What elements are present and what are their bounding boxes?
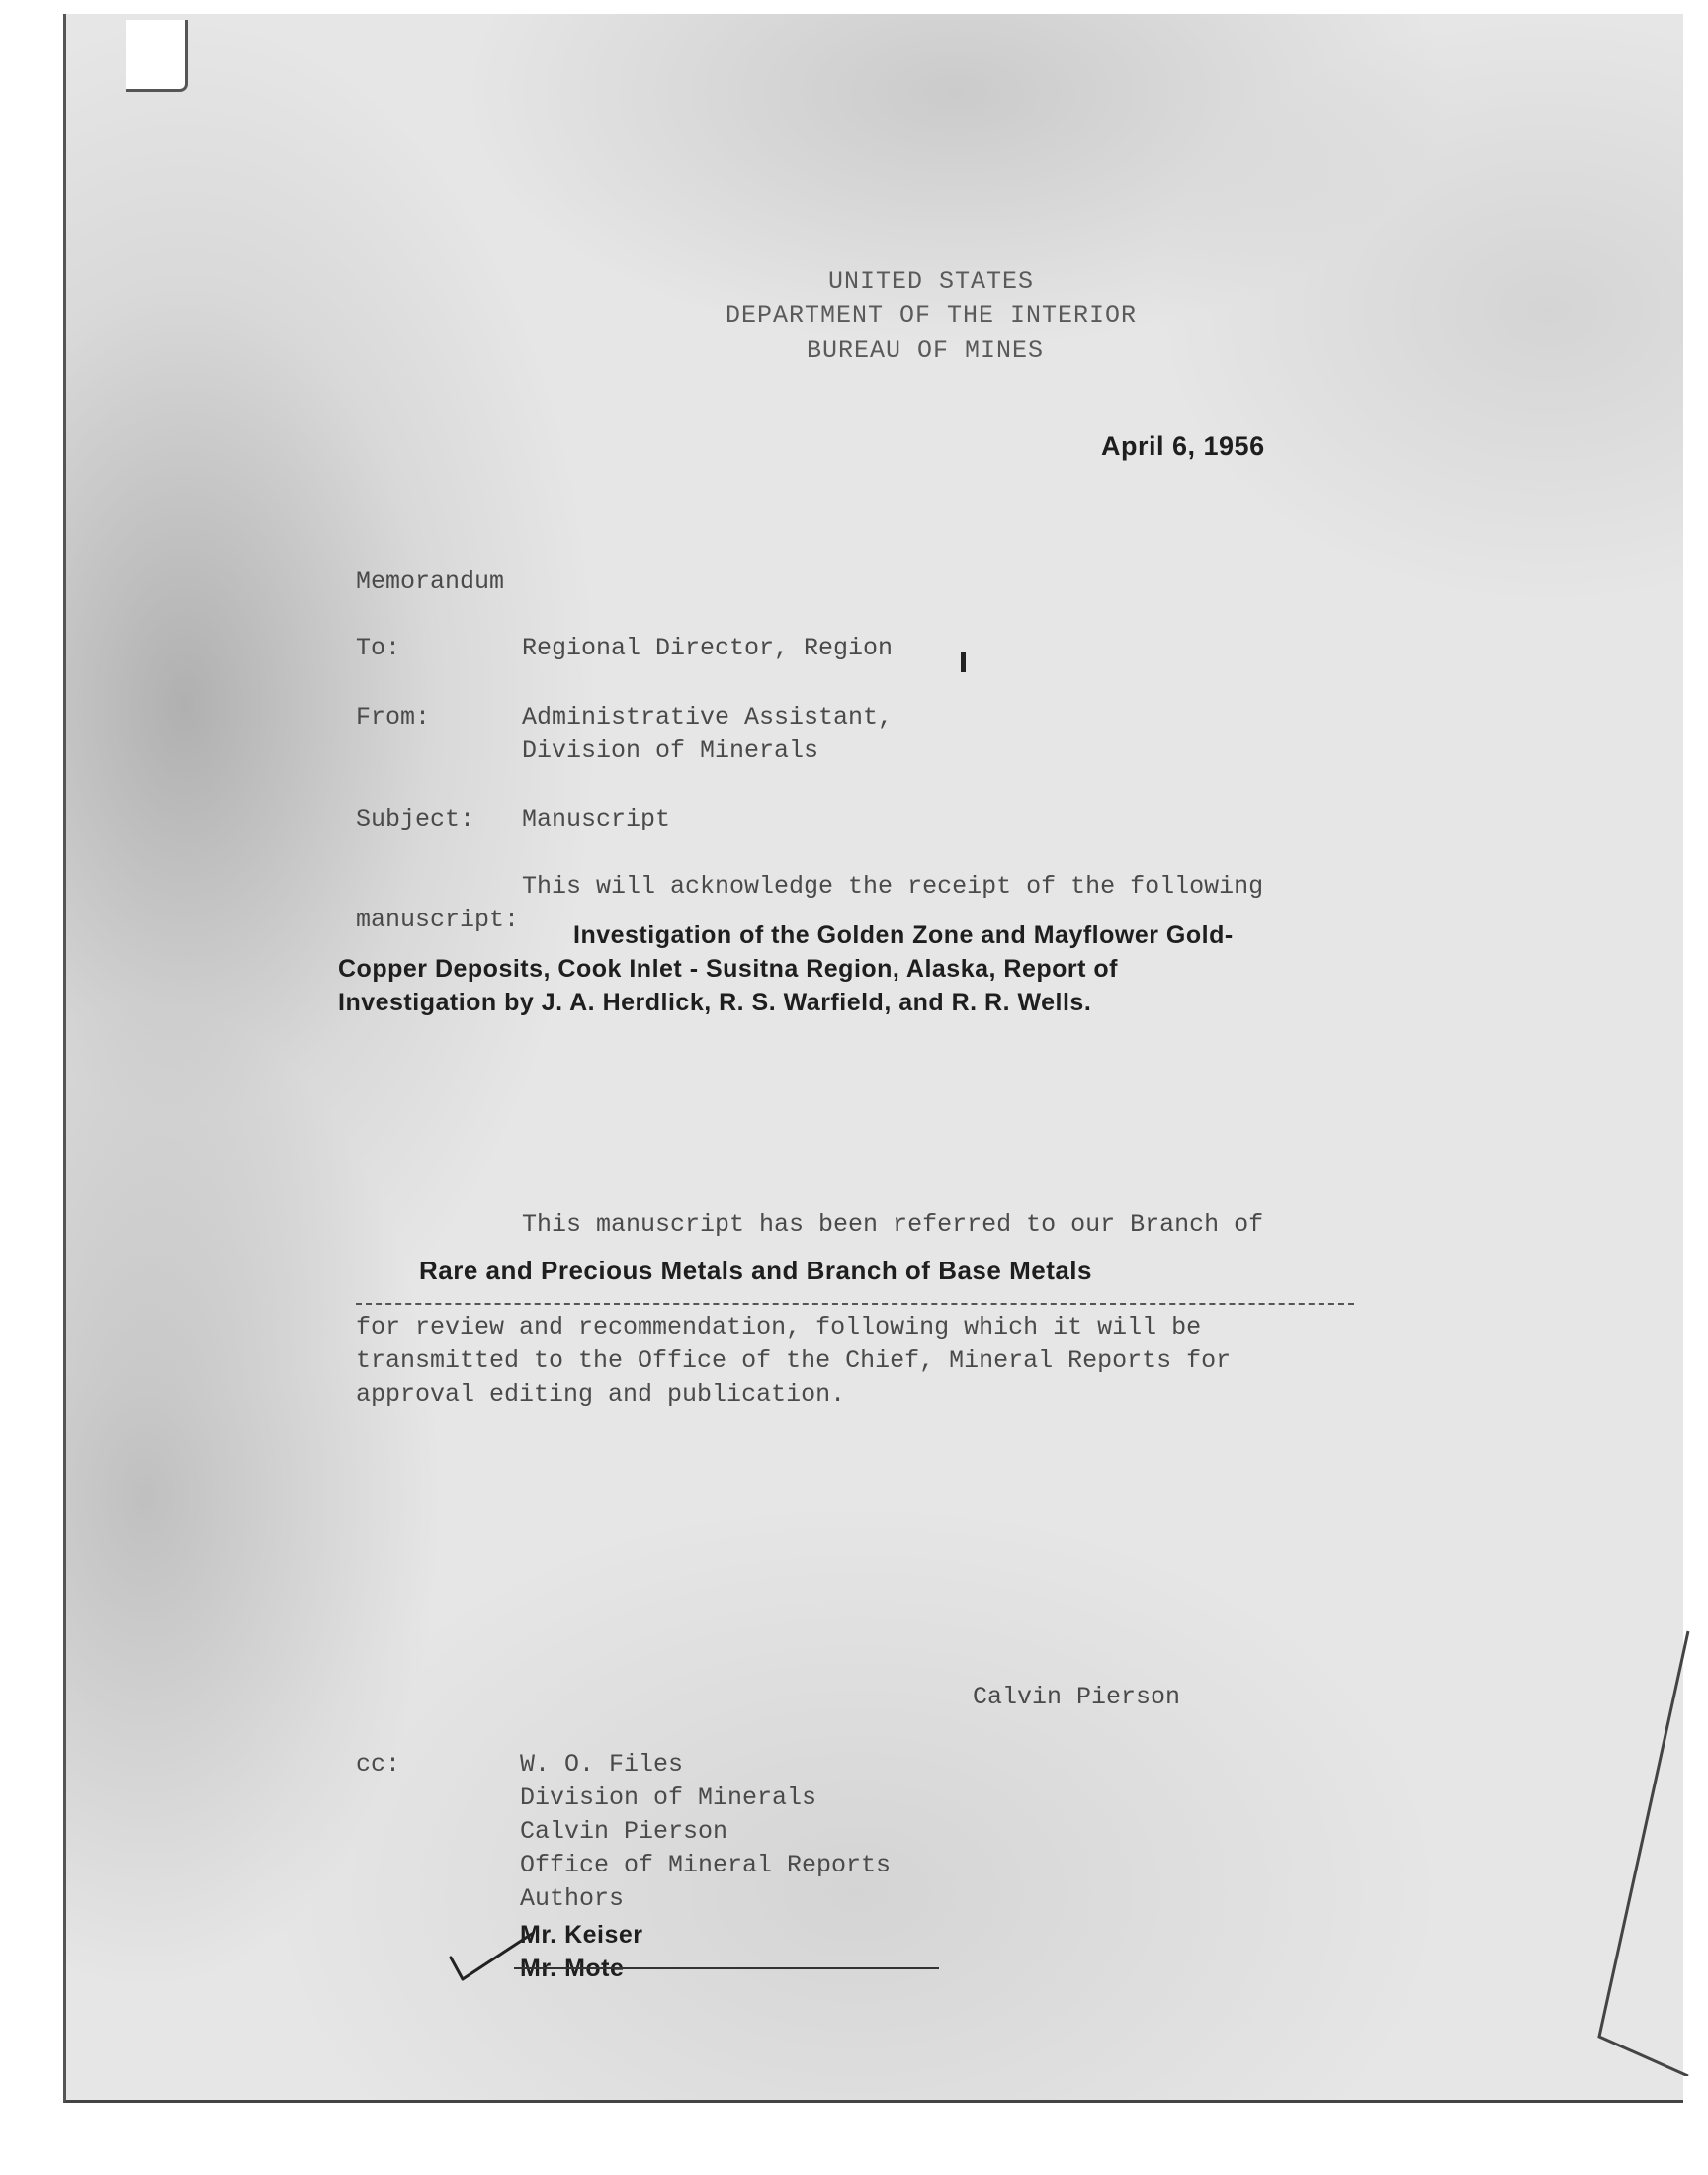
to-value: Regional Director, Region [522,634,894,662]
memo-label: Memorandum [356,567,505,596]
manuscript-title-line-3: Investigation by J. A. Herdlick, R. S. Warfield, and R. R. Wells. [338,989,1092,1016]
para2-line-3: for review and recommendation, following which it will be [356,1313,1202,1342]
pen-mark [961,652,966,672]
subject-value: Manuscript [522,805,671,833]
page-edge-icon [1560,1621,1698,2076]
subject-label: Subject: [356,805,475,833]
cc-label: cc: [356,1750,401,1779]
referral-branch: Rare and Precious Metals and Branch of Base Metals [419,1256,1092,1285]
cc-item-3: Calvin Pierson [520,1817,728,1846]
cc-item-1: W. O. Files [520,1750,684,1779]
corner-fold [126,20,188,92]
letterhead-line-1: UNITED STATES [828,267,1035,296]
signature: Calvin Pierson [973,1683,1181,1711]
cc-item-2: Division of Minerals [520,1784,817,1812]
branch-underline [356,1303,1354,1305]
memo-date: April 6, 1956 [1101,431,1265,461]
cc-extra-1: Mr. Keiser [520,1921,643,1949]
para1-line-1: This will acknowledge the receipt of the following [522,872,1264,901]
from-line-1: Administrative Assistant, [522,703,894,732]
from-label: From: [356,703,431,732]
para1-lead: manuscript: [356,906,520,934]
para2-line-1: This manuscript has been referred to our Branch of [522,1210,1264,1239]
cc-strike-line [514,1967,939,1969]
check-mark-icon [447,1928,536,1987]
manuscript-title-line-1: Investigation of the Golden Zone and Mayflower Gold- [573,921,1234,949]
manuscript-title-line-2: Copper Deposits, Cook Inlet - Susitna Region, Alaska, Report of [338,955,1118,983]
cc-extra-2: Mr. Mote [520,1955,625,1982]
cc-item-5: Authors [520,1884,625,1913]
to-label: To: [356,634,401,662]
letterhead-line-3: BUREAU OF MINES [807,336,1045,365]
para2-line-4: transmitted to the Office of the Chief, Mineral Reports for [356,1347,1232,1375]
letterhead-line-2: DEPARTMENT OF THE INTERIOR [726,302,1138,330]
cc-item-4: Office of Mineral Reports [520,1851,892,1879]
from-line-2: Division of Minerals [522,737,819,765]
para2-line-5: approval editing and publication. [356,1380,846,1409]
